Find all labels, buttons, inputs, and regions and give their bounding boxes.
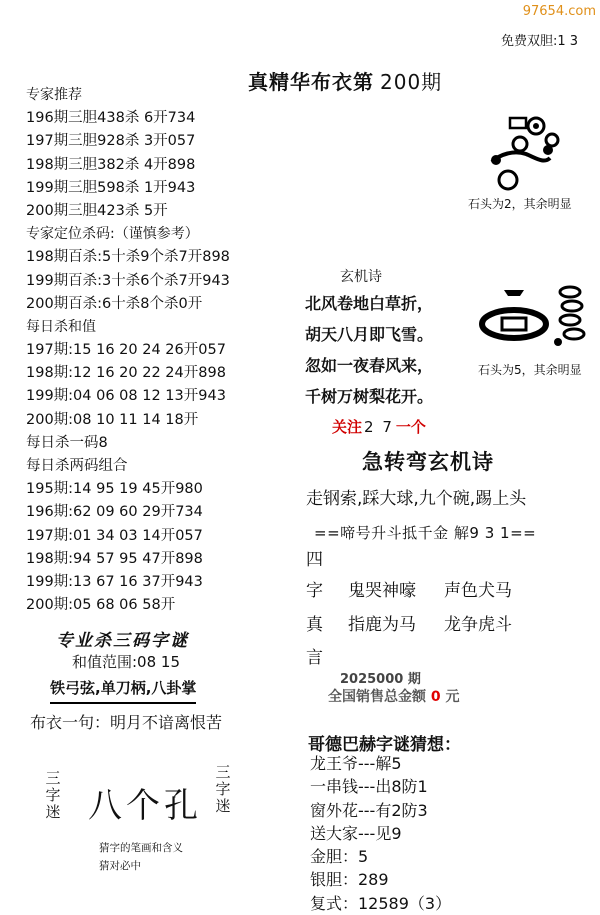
expert-line: 200期三胆423杀 5开 [26, 202, 168, 219]
expert-line: 198期三胆382杀 4开898 [26, 156, 196, 173]
grid-char: 四 [306, 550, 323, 570]
guess-item: 送大家---见9 [310, 823, 402, 843]
grid-char: 言 [306, 648, 323, 668]
focus-line [332, 416, 426, 437]
left-column [26, 84, 276, 617]
sales-total-prefix: 全国销售总金额 [328, 689, 426, 705]
focus-numbers: 2 7 [364, 418, 394, 436]
kill-two-line: 195期:14 95 19 45开980 [26, 481, 203, 498]
position-line: 199期百杀:3十杀6个杀7开943 [26, 272, 230, 289]
goedel-title: 哥德巴赫字谜猜想： [308, 735, 461, 755]
vertical-label-right: 三字迷 [215, 763, 231, 815]
coin-shape [513, 137, 527, 151]
weapons-line: 铁弓弦,单刀柄,八卦掌 [50, 677, 196, 704]
equation-line: ==啼号升斗抵千金 解9 3 1== [314, 524, 537, 542]
site-watermark: 97654.com [522, 4, 596, 19]
ring-shape [482, 310, 546, 338]
guess-list [310, 752, 451, 915]
riddle-big-word: 八个孔 [88, 786, 202, 826]
sum-line: 200期:08 10 11 14 18开 [26, 411, 199, 428]
coin-shape [560, 315, 580, 325]
riddle-title: 急转弯玄机诗 [362, 450, 494, 474]
stone-shape [554, 338, 562, 346]
kill-two-line: 196期:62 09 60 29开734 [26, 504, 203, 521]
bead-shape [491, 155, 501, 165]
poem-line: 胡天八月即飞雪。 [305, 325, 434, 344]
experts-title: 专家推荐 [26, 87, 82, 103]
focus-suffix: 一个 [395, 418, 426, 436]
position-line: 198期百杀:5十杀9个杀7开898 [26, 249, 230, 266]
stone-picture-1 [470, 110, 590, 198]
hint-line-1: 猜字的笔画和含义 [99, 842, 183, 854]
guess-item: 龙王爷---解5 [310, 754, 402, 773]
riddle-line: 走钢索,踩大球,九个碗,踢上头 [306, 489, 527, 509]
coin-shape [560, 287, 580, 297]
poem-line: 千树万树梨花开。 [305, 387, 434, 406]
expert-line: 197期三胆928杀 3开057 [26, 133, 196, 150]
stone-caption-2: 石头为5，其余明显 [478, 363, 582, 377]
sum-range: 和值范围:08 15 [72, 653, 180, 671]
idiom: 声色犬马 [444, 581, 512, 601]
sum-line: 198期:12 16 20 22 24开898 [26, 365, 226, 382]
kill-two-line: 199期:13 67 16 37开943 [26, 573, 203, 590]
guess-item: 金胆：5 [310, 847, 369, 867]
sum-line: 197期:15 16 20 24 26开057 [26, 342, 226, 359]
kill-one-line: 每日杀一码8 [26, 434, 108, 451]
sales-total-suffix: 元 [445, 689, 460, 705]
poem [305, 288, 433, 412]
grid-char: 字 [306, 581, 323, 601]
sum-title: 每日杀和值 [26, 318, 96, 335]
idiom: 鬼哭神嚎 [348, 581, 416, 601]
stone-picture-2 [474, 280, 592, 356]
hint-line-2: 猜对必中 [99, 860, 141, 872]
sales-total [328, 686, 460, 706]
focus-label: 关注 [332, 418, 363, 436]
free-pair-text: 免费双胆:1 3 [500, 34, 578, 49]
special-title: 专业杀三码字谜 [56, 631, 189, 651]
stone-shape [499, 171, 517, 189]
guess-item: 一串钱---出8防1 [310, 777, 428, 797]
poem-line: 北风卷地白草折， [305, 294, 434, 313]
poem-title: 玄机诗 [340, 269, 382, 285]
kill-two-line: 200期:05 68 06 58开 [26, 597, 176, 614]
idiom: 指鹿为马 [348, 615, 416, 635]
sales-total-value: 0 [430, 689, 441, 705]
poem-line: 忽如一夜春风来， [305, 356, 434, 375]
kill-two-line: 198期:94 57 95 47开898 [26, 550, 203, 567]
coin-shape [562, 301, 582, 311]
guess-item: 窗外花---有2防3 [310, 800, 428, 820]
issue-number: 200期 [380, 70, 443, 94]
guess-item: 复式：12589（3） [310, 893, 452, 913]
ingot-shape [510, 118, 526, 128]
period-label: 2025000 期 [340, 672, 421, 687]
page-title [248, 66, 442, 95]
grid-char: 真 [306, 615, 323, 635]
buyi-sentence: 布衣一句：明月不谙离恨苦 [30, 713, 223, 732]
coin-shape [564, 329, 584, 339]
expert-line: 199期三胆598杀 1开943 [26, 179, 196, 196]
position-title: 专家定位杀码:（谨慎参考） [26, 226, 199, 243]
coin-shape [546, 134, 558, 146]
idiom: 龙争虎斗 [444, 615, 512, 635]
sum-line: 199期:04 06 08 12 13开943 [26, 388, 226, 405]
kill-two-line: 197期:01 34 03 14开057 [26, 527, 203, 544]
stone-caption-1: 石头为2，其余明显 [468, 197, 572, 211]
square-hole [502, 318, 526, 330]
guess-item: 银胆：289 [310, 870, 389, 890]
ingot-shape [504, 290, 524, 296]
kill-two-title: 每日杀两码组合 [26, 458, 128, 474]
position-line: 200期百杀:6十杀8个杀0开 [26, 295, 203, 312]
title-text: 真精华布衣第 [248, 70, 374, 94]
expert-line: 196期三胆438杀 6开734 [26, 110, 196, 127]
coin-center [533, 123, 539, 129]
vertical-label-left: 三字迷 [45, 769, 61, 821]
